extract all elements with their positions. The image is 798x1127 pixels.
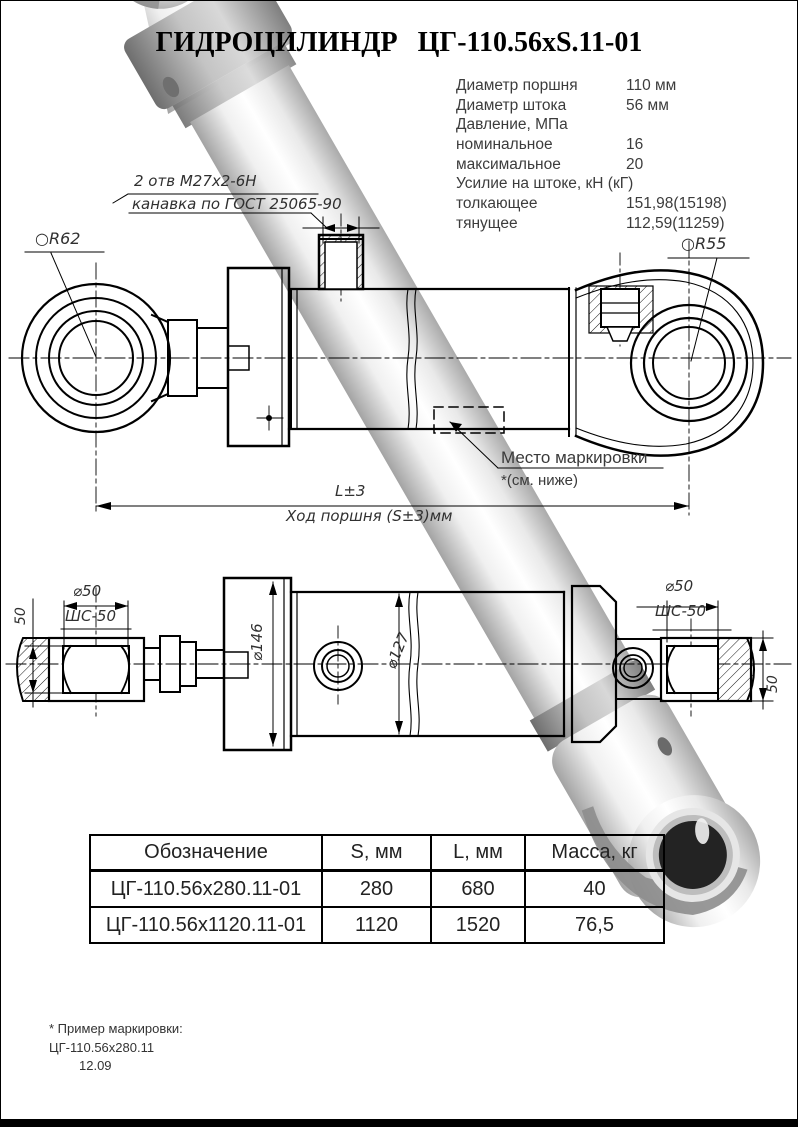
size-table [89,834,665,944]
table-cell-mass: 76,5 [525,907,664,943]
callout-marking-place: Место маркировки [501,448,648,467]
dim-rod-eye-width: 50 [13,607,29,625]
callout-sphere-radius-left: ○R62 [35,229,81,248]
spec-row [456,136,727,156]
footnote-line: * Пример маркировки: [49,1021,183,1036]
dim-rear-eye-width: 50 [765,675,781,693]
rear-eye-section [661,638,754,701]
page-title-word: ГИДРОЦИЛИНДР [155,27,398,58]
spec-row [456,175,727,195]
dim-gland-dia: ⌀146 [248,623,266,661]
spec-label: Усилие на штоке, кН (кГ) [456,175,634,193]
spec-value: 16 [626,136,644,154]
rod-eye-section [17,638,144,701]
table-cell-designation: ЦГ-110.56х1120.11-01 [90,907,322,943]
dim-barrel-dia: ⌀127 [382,629,413,672]
spec-label: толкающее [456,195,538,213]
callout-sphere-radius-right: ○R55 [681,234,727,253]
spec-label: номинальное [456,136,553,154]
table-cell-s: 280 [322,871,431,908]
callout-holes: 2 отв М27х2-6Н [134,172,257,190]
spec-value: 56 мм [626,96,669,114]
footnote [49,1020,183,1076]
spec-label: максимальное [456,155,561,173]
spec-label: тянущее [456,214,518,232]
callout-groove: канавка по ГОСТ 25065-90 [132,195,342,213]
table-header-row [90,835,664,871]
spec-value: 110 мм [626,77,677,94]
gland-block [228,268,289,446]
table-cell-mass: 40 [525,871,664,908]
spec-row [456,215,727,235]
spec-label: Давление, МПа [456,116,568,134]
table-header-designation: Обозначение [90,835,322,871]
spec-value: 151,98(15198) [626,195,727,213]
table-header-l: L, мм [431,835,525,871]
spec-value: 20 [626,155,644,173]
page-title-model: ЦГ-110.56xS.11-01 [417,27,643,58]
port-boss [319,235,363,289]
dim-rod-eye-bore: ⌀50 [73,582,102,600]
callout-marking-note: *(см. ниже) [501,472,579,489]
table-cell-s: 1120 [322,907,431,943]
dim-rod-eye-bearing: ШС-50 [65,607,117,625]
spec-label: Диаметр поршня [456,77,578,94]
table-row [90,871,664,908]
dim-length: L±3 [335,482,366,500]
table-cell-designation: ЦГ-110.56х280.11-01 [90,871,322,908]
spec-block [456,77,727,235]
spec-row [456,97,727,117]
dim-stroke: Ход поршня (S±3)мм [286,507,453,525]
spec-row [456,156,727,176]
table-row [90,907,664,943]
rear-port-plug [589,286,653,341]
dim-rear-eye-bearing: ШС-50 [655,602,707,620]
spec-row [456,116,727,136]
dim-rear-eye-bore: ⌀50 [665,577,694,595]
footnote-line: ЦГ-110.56х280.11 [49,1039,155,1055]
page-title [1,27,797,59]
sheet-bottom-bar [1,1119,797,1127]
spec-label: Диаметр штока [456,96,567,114]
spec-row [456,77,727,97]
table-header-s: S, мм [322,835,431,871]
table-cell-l: 680 [431,871,525,908]
table-header-mass: Масса, кг [525,835,664,871]
spec-value: 112,59(11259) [626,214,725,232]
table-cell-l: 1520 [431,907,525,943]
footnote-line: 12.09 [79,1058,112,1073]
spec-row [456,195,727,215]
